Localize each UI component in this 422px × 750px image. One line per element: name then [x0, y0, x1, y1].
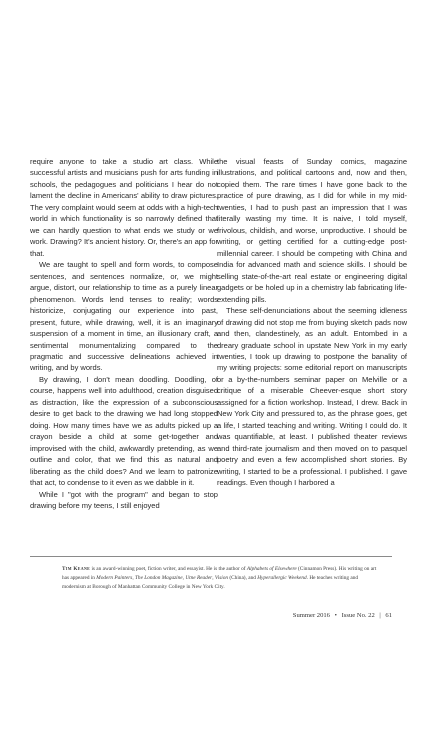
publication-title: Utne Reader [185, 575, 213, 581]
bio-text: , [212, 575, 215, 581]
paragraph: We are taught to spell and form words, to compose sentences, and sentences normalize, or, we might argue, distort, our relationship to time as a purely linear phenomenon. Words lend tenses to reality; words historicize, conjugating our experience into past, present, future, while drawing, well, it is an imaginary suspension of a moment in time, an illusionary craft, a sentimental monumentalizing compared to the pragmatic and successive delineations achieved in writing, and by words. [30, 260, 218, 373]
publication-title: Hyperallergic Weekend [257, 575, 307, 581]
issue-number: Issue No. 22 [341, 612, 375, 619]
paragraph: These self-denunciations about the seeming idleness of drawing did not stop me from buying sketch pads now and then, clandestinely, as an adult. Entombed in a dreary graduate school in upstate New York in my early twenties, I took up drawing to postpone the banality of my writing projects: some editorial report on manuscripts or a by-the-numbers seminar paper on Melville or a critique of a miserable Cheever-esque short story assigned for a fiction workshop. Instead, I drew. Back in New York City and pressured to, as the phrase goes, get a life, I started teaching and writing. Writing I could do. It was quantifiable, at least. I published theater reviews and third-rate journalism and then moved on to pasquel poetry and even a few accomplished short stories. By writing, I started to be a professional. I published. I gave readings. Even though I harbored a [217, 306, 407, 488]
book-title: Alphabets of Elsewhere [246, 566, 297, 572]
publication-title: Modern Painters [96, 575, 133, 581]
bio-divider [30, 556, 392, 557]
bio-text: (Cinnamon Press). His writing on art has appeared in [62, 566, 377, 581]
bio-text: is an award-winning poet, fiction writer, and essayist. He is the author of [90, 566, 247, 572]
divider-separator: | [379, 612, 381, 619]
author-bio [62, 565, 380, 592]
paragraph: the visual feasts of Sunday comics, magazine illustrations, and political cartoons and, now and then, copied them. The rare times I have gone back to the practice of pure drawing, as I did for while in my mid-twenties, I had to push past an impression that I was literally wasting my time. It is naive, I told myself, frivolous, childish, and worse, unproductive. I should be writing, or getting certified for a cutting-edge post-millennial career. I should be competing with China and India for advanced math and science skills. I should be selling state-of-the-art real estate or engineering digital gadgets or be holed up in a chemistry lab fabricating life-extending pills. [217, 157, 407, 304]
bullet-separator: • [334, 612, 337, 619]
bio-text: . He teaches writing and modernism at Borough of Manhattan Community College in New York City. [62, 575, 359, 590]
bio-text: , [132, 575, 135, 581]
paragraph: By drawing, I don't mean doodling. Doodling, of course, happens well into adulthood, creation disguised as distraction, like the expression of a subconscious desire to get back to the drawing we had long stopped doing. How many times have we as adults picked up a crayon beside a child at some get-together and improvised with the child, awkwardly pretending, as we outline and color, that we find this as natural and liberating as the child does? And we learn to patronize that act, to condense to it even as we dabble in it. [30, 374, 218, 488]
publication-title: The London Magazine [134, 575, 183, 581]
paragraph: require anyone to take a studio art class. While successful artists and musicians push for arts funding in schools, the pedagogues and politicians I hear do not lament the decline in Americans' ability to draw pictures. The very complaint would seem at odds with a high-tech world in which functionality is so narrowly defined that we can hardly question to what ends we study or we work. Drawing? It's ancient history. Or, there's an app for that. [30, 157, 218, 258]
page-footer [293, 612, 392, 619]
bio-text: (China), and [228, 575, 258, 581]
bio-text: , [182, 575, 186, 581]
body-column-left [30, 156, 218, 512]
issue-date: Summer 2016 [292, 612, 330, 619]
author-name: Tim Keane [62, 566, 91, 572]
paragraph: While I "got with the program" and began to stop drawing before my teens, I still enjoyed [30, 489, 218, 511]
page-number: 61 [385, 612, 392, 619]
publication-title: Vision [214, 575, 229, 581]
body-column-right [217, 156, 407, 489]
